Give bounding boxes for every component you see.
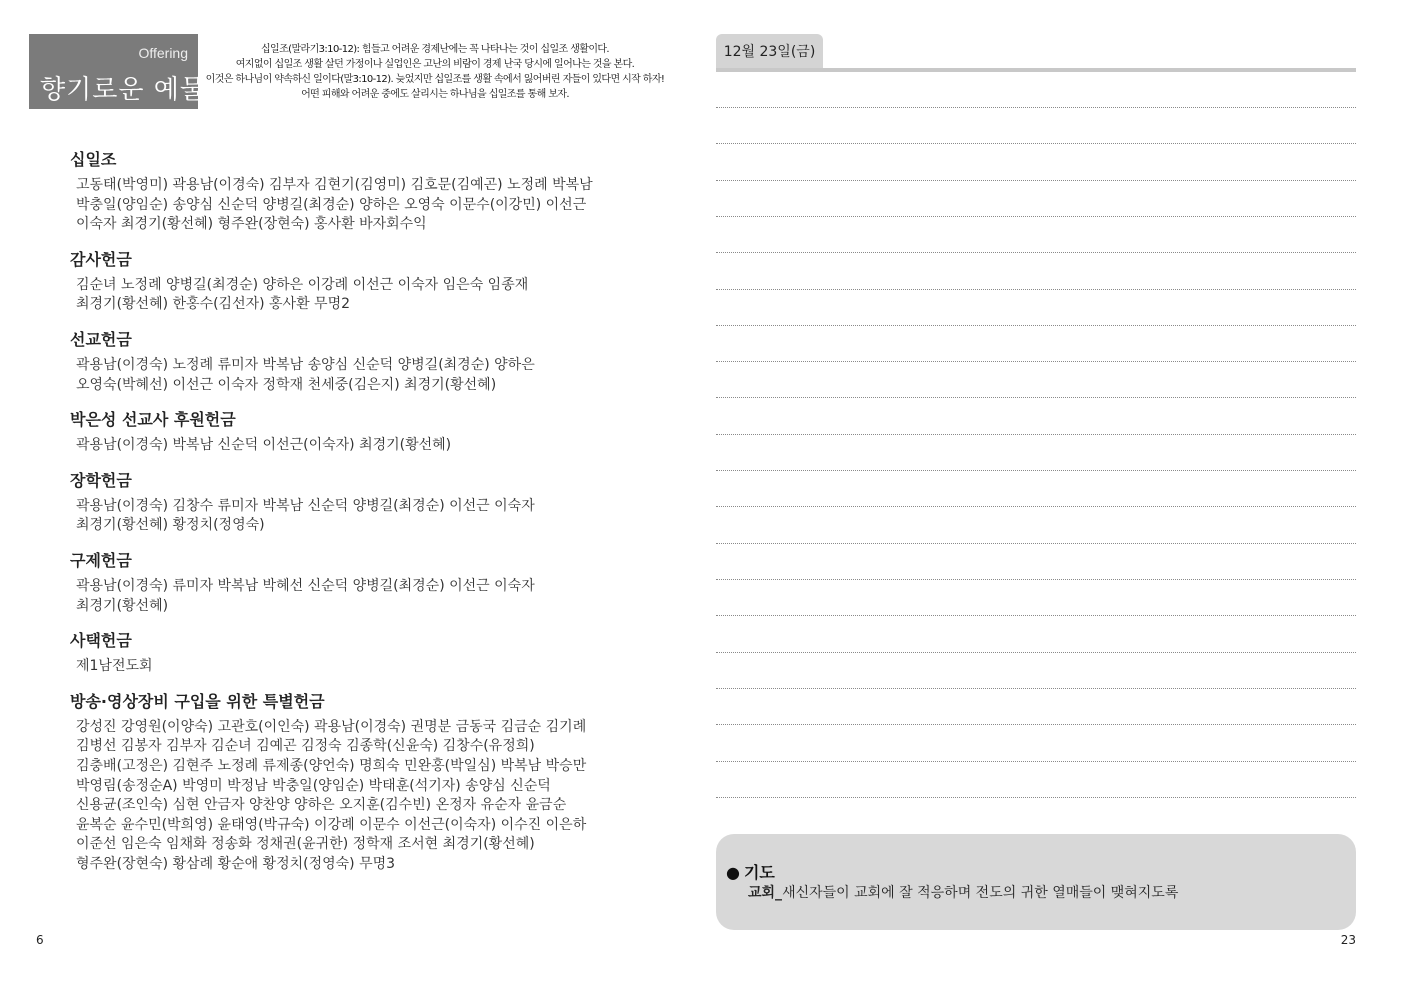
section-mission	[70, 330, 670, 395]
intro-text	[205, 42, 665, 102]
name-line: 박영림(송정순A) 박영미 박정남 박충일(양임순) 박태훈(석기자) 송양심 신순덕	[76, 777, 551, 794]
section-title: 십일조	[70, 150, 117, 169]
section-title: 박은성 선교사 후원헌금	[70, 410, 236, 430]
intro-line: 어떤 피해와 어려운 중에도 살리시는 하나님을 십일조를 통해 보자.	[301, 89, 569, 100]
name-line: 곽용남(이경숙) 노정례 류미자 박복남 송양심 신순덕 양병길(최경순) 양하은	[76, 356, 535, 373]
page-number-left: 6	[36, 933, 44, 947]
left-page	[0, 0, 700, 992]
note-line	[716, 652, 1356, 653]
name-line: 곽용남(이경숙) 박복남 신순덕 이선근(이숙자) 최경기(황선혜)	[76, 437, 452, 454]
name-line: 제1남전도회	[76, 658, 153, 675]
note-line	[716, 724, 1356, 725]
name-line: 곽용남(이경숙) 류미자 박복남 박혜선 신순덕 양병길(최경순) 이선근 이숙자	[76, 577, 535, 594]
section-body	[70, 657, 670, 677]
offering-title-box	[29, 34, 206, 109]
note-line	[716, 615, 1356, 616]
name-line: 오영숙(박혜선) 이선근 이숙자 정학재 천세중(김은지) 최경기(황선혜)	[76, 376, 497, 393]
bullet-icon: ●	[726, 863, 740, 882]
section-body	[70, 436, 670, 456]
name-line: 김순녀 노정례 양병길(최경순) 양하은 이강례 이선근 이숙자 임은숙 임종재	[76, 276, 529, 293]
right-page	[700, 0, 1403, 992]
name-line: 김충배(고정은) 김현주 노정례 류제종(양언숙) 명희숙 민완홍(박일심) 박복남 박승만	[76, 757, 587, 774]
note-line	[716, 361, 1356, 362]
note-line	[716, 797, 1356, 798]
section-body	[70, 718, 670, 875]
intro-line: 여지없이 십일조 생활 살던 가정이나 실업인은 고난의 비람이 경제 난국 당시에 일어나는 것을 본다.	[235, 59, 635, 70]
date-tab: 12월 23일(금)	[716, 34, 823, 68]
name-line: 김병선 김봉자 김부자 김순녀 김예곤 김정숙 김종학(신윤숙) 김창수(유정희)	[76, 738, 535, 755]
note-line	[716, 761, 1356, 762]
note-line	[716, 252, 1356, 253]
name-line: 윤복순 윤수민(박희영) 윤태영(박규숙) 이강례 이문수 이선근(이숙자) 이수진 이은하	[76, 816, 587, 833]
intro-line: 십일조(말라기3:10-12): 힘들고 어려운 경제난에는 꼭 나타나는 것이 십일조 생활이다.	[260, 44, 610, 55]
prayer-box	[716, 834, 1356, 930]
note-line	[716, 543, 1356, 544]
note-line	[716, 434, 1356, 435]
title-english: Offering	[138, 45, 188, 61]
note-line	[716, 143, 1356, 144]
name-line: 곽용남(이경숙) 김창수 류미자 박복남 신순덕 양병길(최경순) 이선근 이숙자	[76, 497, 535, 514]
section-body	[70, 497, 670, 536]
prayer-label: 교회_	[748, 885, 783, 901]
header-rule	[716, 68, 1356, 72]
name-line: 최경기(황선혜) 황정치(정영숙)	[76, 517, 265, 534]
name-line: 강성진 강영원(이양숙) 고관호(이인숙) 곽용남(이경숙) 권명분 금동국 김금순 김기례	[76, 718, 587, 735]
section-body	[70, 176, 670, 235]
section-body	[70, 276, 670, 315]
section-title: 사택헌금	[70, 631, 132, 651]
note-line	[716, 216, 1356, 217]
section-tithe	[70, 150, 670, 235]
section-title: 구제헌금	[70, 550, 132, 570]
title-korean: 향기로운 예물	[40, 75, 206, 105]
note-line	[716, 506, 1356, 507]
name-line: 박충일(양임순) 송양심 신순덕 양병길(최경순) 양하은 오영숙 이문수(이강민) 이선근	[76, 196, 587, 213]
prayer-heading: 기도	[743, 863, 775, 882]
note-line	[716, 325, 1356, 326]
section-thanksgiving	[70, 250, 670, 315]
name-line: 최경기(황선혜) 한홍수(김선자) 홍사환 무명2	[76, 296, 351, 313]
prayer-content: 새신자들이 교회에 잘 적응하며 전도의 귀한 열매들이 맺혀지도록	[782, 885, 1179, 901]
note-line	[716, 397, 1356, 398]
note-line	[716, 579, 1356, 580]
prayer-text	[748, 882, 1178, 902]
name-line: 이숙자 최경기(황선혜) 형주완(장현숙) 홍사환 바자회수익	[76, 216, 427, 233]
note-line	[716, 688, 1356, 689]
note-line	[716, 470, 1356, 471]
section-missionary-support	[70, 410, 670, 456]
section-parsonage	[70, 631, 670, 677]
note-line	[716, 107, 1356, 108]
section-body	[70, 356, 670, 395]
section-broadcast-equipment	[70, 692, 670, 875]
page-number-right: 23	[1340, 933, 1356, 947]
name-line: 신용균(조인숙) 심현 안금자 양찬양 양하은 오지훈(김수빈) 온정자 유순자 윤금순	[76, 797, 567, 814]
name-line: 고동태(박영미) 곽용남(이경숙) 김부자 김현기(김영미) 김호문(김예곤) 노정례 박복남	[76, 177, 593, 193]
name-line: 최경기(황선혜)	[76, 597, 169, 614]
name-line: 형주완(장현숙) 황삼례 황순애 황정치(정영숙) 무명3	[76, 855, 396, 872]
section-body	[70, 577, 670, 616]
note-line	[716, 180, 1356, 181]
section-relief	[70, 551, 670, 616]
note-line	[716, 289, 1356, 290]
intro-line: 이것은 하나님이 약속하신 일이다(말3:10-12). 늦었지만 십일조를 생활 속에서 잃어버린 자들이 있다면 시작 하자!	[205, 74, 665, 85]
offering-sections	[70, 150, 670, 889]
prayer-title	[726, 860, 775, 883]
section-title: 감사헌금	[70, 249, 132, 269]
name-line: 이준선 임은숙 임채화 정송화 정채권(윤귀한) 정학재 조서현 최경기(황선혜)	[76, 836, 535, 853]
section-title: 선교헌금	[70, 329, 132, 349]
section-title: 장학헌금	[70, 470, 132, 490]
section-title: 방송·영상장비 구입을 위한 특별헌금	[70, 691, 325, 711]
section-scholarship	[70, 471, 670, 536]
